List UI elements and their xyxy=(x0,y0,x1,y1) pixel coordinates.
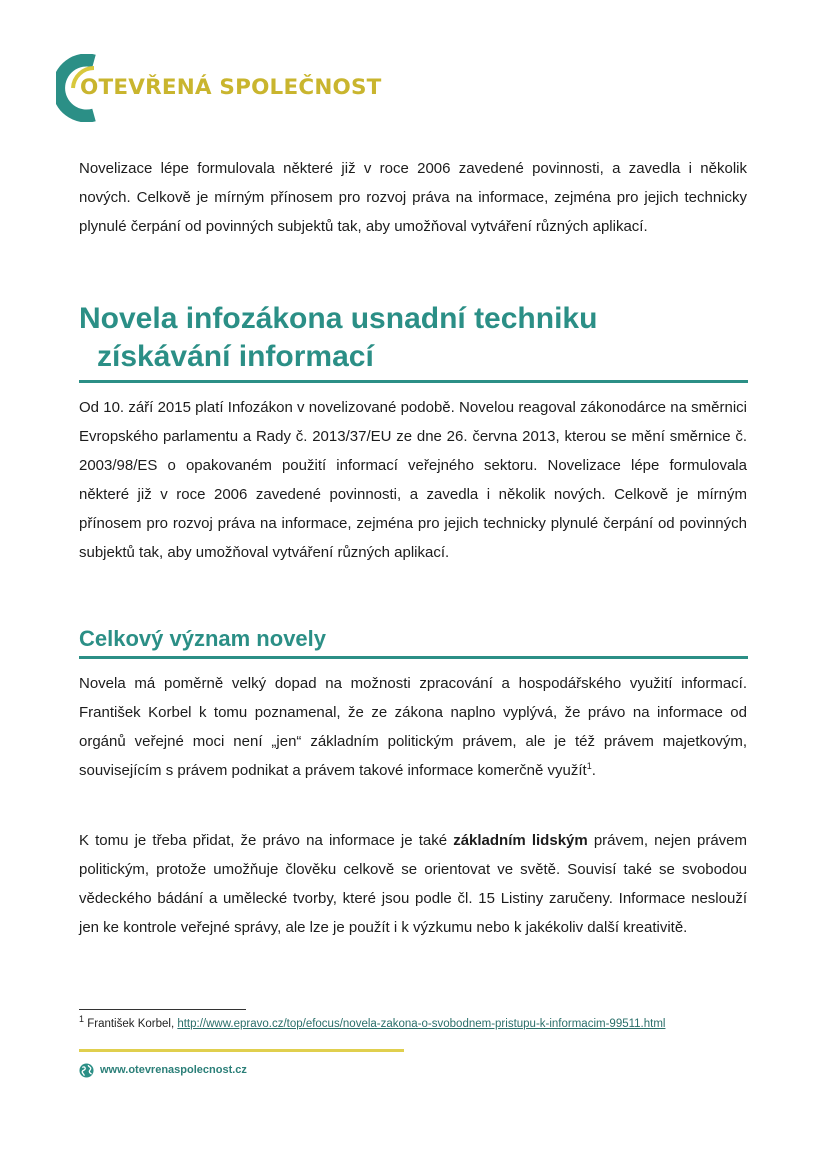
heading-2-underline xyxy=(79,656,748,659)
section-heading-1 xyxy=(79,300,747,376)
footnote xyxy=(79,1016,759,1032)
section-2-paragraph-2 xyxy=(79,826,747,942)
section-1-paragraph: Od 10. září 2015 platí Infozákon v novelizované podobě. Novelou reagoval zákonodárce na směrnici Evropského parlamentu a Rady č. 2013/37/EU ze dne 26. června 2013, kterou se mění směrnice č. 2003/98/ES o opakovaném použití informací veřejného sektoru. Novelizace lépe formulovala některé již v roce 2006 zavedené povinnosti, a zavedla i několik nových. Celkově je mírným přínosem pro rozvoj práva na informace, zejména pro jejich technicky plynulé čerpání od povinných subjektů tak, aby umožňoval vytváření různých aplikací. xyxy=(79,399,747,561)
heading-1-line-2: získávání informací xyxy=(97,340,374,373)
paragraph-end: . xyxy=(591,762,596,779)
section-2-paragraph-1 xyxy=(79,669,747,785)
paragraph-text: Novela má poměrně velký dopad na možnosti zpracování a hospodářského využití informací. František Korbel k tomu poznamenal, že ze zákona naplno vyplývá, že právo na informace od orgánů veřejné moci není „jen“ základním politickým právem, ale je též právem majetkovým, souvisejícím s právem podnikat a právem takové informace komerčně využít xyxy=(79,675,747,779)
intro-paragraph: Novelizace lépe formulovala některé již v roce 2006 zavedené povinnosti, a zavedla i několik nových. Celkově je mírným přínosem pro rozvoj práva na informace, zejména pro jejich technicky plynulé čerpání od povinných subjektů tak, aby umožňoval vytváření různých aplikací. xyxy=(79,160,747,235)
logo-text: OTEVŘENÁ SPOLEČNOST xyxy=(80,75,382,100)
section-2-paragraph-2-block xyxy=(79,826,747,942)
paragraph-text-before: K tomu je třeba přidat, že právo na informace je také xyxy=(79,832,454,849)
heading-1-line-1: Novela infozákona usnadní techniku xyxy=(79,302,598,335)
intro-paragraph-block xyxy=(79,154,747,241)
footer-rule xyxy=(79,1049,404,1052)
footnote-reference[interactable]: 1 xyxy=(586,761,592,771)
footnote-author: František Korbel, xyxy=(84,1018,178,1030)
website-text[interactable]: www.otevrenaspolecnost.cz xyxy=(100,1064,247,1076)
section-2-paragraph-1-block xyxy=(79,669,747,785)
footnote-number: 1 xyxy=(79,1014,85,1025)
section-1-block xyxy=(79,393,747,567)
paragraph-text-after: právem, nejen právem politickým, protože umožňuje člověku celkově se orientovat ve světě. Souvisí také se svobodou vědeckého bádání a umělecké tvorby, které jsou podle čl. 15 Listiny zaručeny. Informace neslouží jen ke kontrole veřejné správy, ale lze je použít i k výzkumu nebo k jakékoliv další kreativitě. xyxy=(79,832,747,936)
globe-icon xyxy=(79,1063,94,1078)
emphasized-text: základním lidským xyxy=(453,832,588,849)
footnote-link[interactable]: http://www.epravo.cz/top/efocus/novela-zakona-o-svobodnem-pristupu-k-informacim-99511.html xyxy=(177,1018,666,1030)
organization-logo xyxy=(56,54,416,122)
heading-1-underline xyxy=(79,380,748,383)
footnote-separator xyxy=(79,1009,246,1010)
section-heading-2: Celkový význam novely xyxy=(79,626,327,651)
